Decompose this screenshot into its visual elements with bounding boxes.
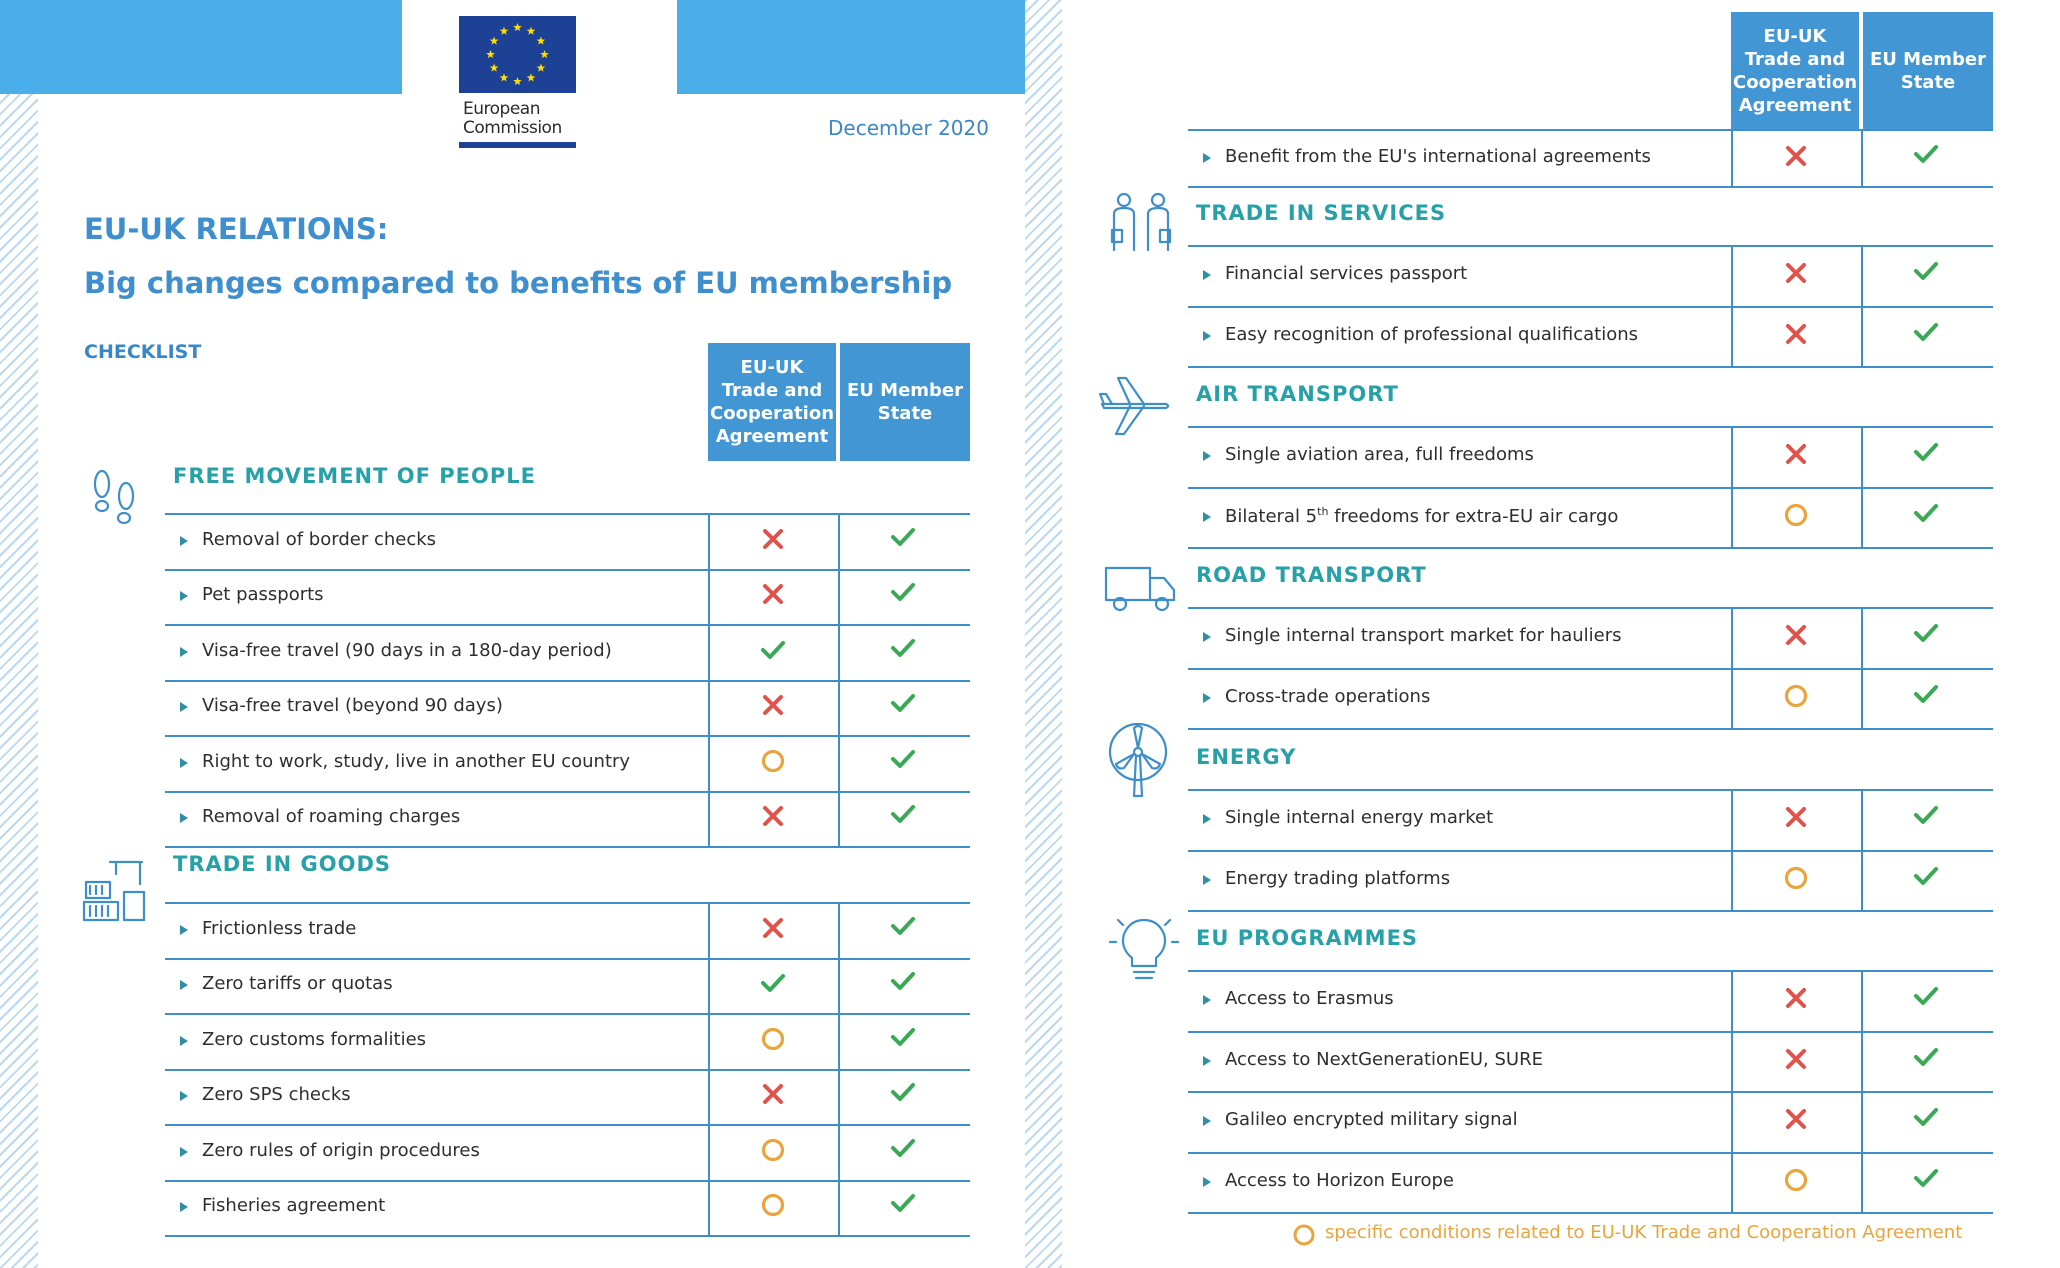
checkmark-icon xyxy=(1911,679,1941,709)
cross-icon xyxy=(758,690,788,720)
cross-icon xyxy=(1781,319,1811,349)
row-label: Zero customs formalities xyxy=(202,1028,427,1050)
row-divider xyxy=(165,791,970,793)
bullet-arrow-icon xyxy=(1203,875,1211,885)
row-divider xyxy=(1188,306,1993,308)
row-divider xyxy=(165,735,970,737)
checkmark-icon xyxy=(888,1188,918,1218)
bullet-arrow-icon xyxy=(1203,270,1211,280)
checkmark-icon xyxy=(758,635,788,665)
checkmark-icon xyxy=(1911,498,1941,528)
row-label: Access to Horizon Europe xyxy=(1225,1169,1454,1191)
row-divider xyxy=(165,624,970,626)
gutter-stripe xyxy=(1025,0,1062,1268)
bullet-arrow-icon xyxy=(1203,331,1211,341)
bullet-arrow-icon xyxy=(1203,632,1211,642)
column-divider xyxy=(1731,129,1733,186)
business-people-icon xyxy=(1104,190,1180,266)
row-label: Single internal transport market for hauliers xyxy=(1225,625,1622,647)
cross-icon xyxy=(758,524,788,554)
cross-icon xyxy=(1781,1104,1811,1134)
eu-flag-icon xyxy=(459,16,576,93)
circle-icon xyxy=(1292,1223,1316,1247)
circle-icon xyxy=(758,1190,788,1220)
row-label: Galileo encrypted military signal xyxy=(1225,1109,1518,1131)
row-divider xyxy=(165,680,970,682)
section-title: ROAD TRANSPORT xyxy=(1196,563,1427,587)
left-page xyxy=(0,0,1025,1268)
section-title: EU PROGRAMMES xyxy=(1196,926,1419,950)
cross-icon xyxy=(1781,983,1811,1013)
column-header-member-state: EU Member State xyxy=(1863,12,1993,129)
row-divider xyxy=(165,1124,970,1126)
bullet-arrow-icon xyxy=(1203,153,1211,163)
row-label: Zero tariffs or quotas xyxy=(202,973,393,995)
circle-icon xyxy=(1781,1165,1811,1195)
row-label: Pet passports xyxy=(202,584,324,606)
checkmark-icon xyxy=(888,1077,918,1107)
cross-icon xyxy=(1781,1044,1811,1074)
column-divider xyxy=(1861,129,1863,186)
shipping-container-crane-icon xyxy=(80,854,156,930)
circle-icon xyxy=(1781,500,1811,530)
row-divider xyxy=(1188,1031,1993,1033)
bullet-arrow-icon xyxy=(180,980,188,990)
row-divider xyxy=(1188,728,1993,730)
bullet-arrow-icon xyxy=(1203,995,1211,1005)
bullet-arrow-icon xyxy=(180,758,188,768)
row-label: Frictionless trade xyxy=(202,917,357,939)
section-title: AIR TRANSPORT xyxy=(1196,382,1399,406)
circle-icon xyxy=(758,746,788,776)
table-divider xyxy=(165,902,970,904)
footprints-icon xyxy=(84,466,160,542)
checkmark-icon xyxy=(1911,981,1941,1011)
row-label: Single internal energy market xyxy=(1225,807,1494,829)
checkmark-icon xyxy=(1911,437,1941,467)
bullet-arrow-icon xyxy=(1203,451,1211,461)
checkmark-icon xyxy=(1911,800,1941,830)
checkmark-icon xyxy=(1911,317,1941,347)
row-divider xyxy=(1188,1152,1993,1154)
column-header-agreement: EU-UK Trade and Cooperation Agreement xyxy=(1731,12,1859,129)
column-header-agreement: EU-UK Trade and Cooperation Agreement xyxy=(708,343,836,461)
table-divider xyxy=(1188,245,1993,247)
cross-icon xyxy=(1781,141,1811,171)
row-label: Cross-trade operations xyxy=(1225,685,1431,707)
checkmark-icon xyxy=(888,633,918,663)
row-divider xyxy=(165,1013,970,1015)
row-divider xyxy=(1188,186,1993,188)
row-label: Access to Erasmus xyxy=(1225,988,1394,1010)
row-label: Fisheries agreement xyxy=(202,1195,386,1217)
circle-icon xyxy=(1781,681,1811,711)
section-title: TRADE IN GOODS xyxy=(173,852,392,876)
row-divider xyxy=(1188,547,1993,549)
checkmark-icon xyxy=(1911,256,1941,286)
bullet-arrow-icon xyxy=(1203,1056,1211,1066)
checkmark-icon xyxy=(888,744,918,774)
bullet-arrow-icon xyxy=(1203,512,1211,522)
table-divider xyxy=(1188,129,1993,131)
logo-text-line2: Commission xyxy=(463,118,562,138)
row-label: Access to NextGenerationEU, SURE xyxy=(1225,1048,1543,1070)
row-divider xyxy=(1188,910,1993,912)
bullet-arrow-icon xyxy=(180,591,188,601)
checkmark-icon xyxy=(1911,1102,1941,1132)
section-title: ENERGY xyxy=(1196,745,1297,769)
row-divider xyxy=(165,1069,970,1071)
row-label: Benefit from the EU's international agreements xyxy=(1225,145,1651,167)
row-label: Bilateral 5th freedoms for extra-EU air cargo xyxy=(1225,504,1619,527)
table-divider xyxy=(1188,970,1993,972)
cross-icon xyxy=(1781,439,1811,469)
row-label: Removal of roaming charges xyxy=(202,806,461,828)
row-label: Right to work, study, live in another EU country xyxy=(202,750,631,772)
bullet-arrow-icon xyxy=(180,702,188,712)
section-title: FREE MOVEMENT OF PEOPLE xyxy=(173,464,536,488)
checkmark-icon xyxy=(888,577,918,607)
circle-icon xyxy=(758,1135,788,1165)
wind-turbine-icon xyxy=(1100,722,1176,798)
row-label: Removal of border checks xyxy=(202,528,437,550)
bullet-arrow-icon xyxy=(1203,1177,1211,1187)
table-divider xyxy=(1188,789,1993,791)
cross-icon xyxy=(758,1079,788,1109)
checkmark-icon xyxy=(888,688,918,718)
row-label: Financial services passport xyxy=(1225,263,1468,285)
table-divider xyxy=(1188,607,1993,609)
checkmark-icon xyxy=(888,911,918,941)
row-label: Easy recognition of professional qualifications xyxy=(1225,323,1639,345)
bullet-arrow-icon xyxy=(180,536,188,546)
row-divider xyxy=(1188,1212,1993,1214)
table-divider xyxy=(165,513,970,515)
bullet-arrow-icon xyxy=(180,925,188,935)
bullet-arrow-icon xyxy=(1203,693,1211,703)
page-title: EU-UK RELATIONS: xyxy=(84,212,389,246)
row-label: Single aviation area, full freedoms xyxy=(1225,444,1534,466)
row-divider xyxy=(165,1180,970,1182)
lightbulb-icon xyxy=(1106,912,1182,988)
checkmark-icon xyxy=(888,522,918,552)
bullet-arrow-icon xyxy=(180,1036,188,1046)
left-stripe-border xyxy=(0,0,38,1268)
checkmark-icon xyxy=(888,1133,918,1163)
page-subtitle: Big changes compared to benefits of EU membership xyxy=(84,266,953,300)
cross-icon xyxy=(758,579,788,609)
table-divider xyxy=(1188,426,1993,428)
checkmark-icon xyxy=(1911,1042,1941,1072)
checkmark-icon xyxy=(758,968,788,998)
airplane-icon xyxy=(1096,368,1172,444)
truck-icon xyxy=(1102,554,1178,630)
row-divider xyxy=(165,958,970,960)
cross-icon xyxy=(1781,258,1811,288)
checkmark-icon xyxy=(888,799,918,829)
checkmark-icon xyxy=(888,966,918,996)
row-divider xyxy=(165,846,970,848)
cross-icon xyxy=(758,801,788,831)
circle-icon xyxy=(758,1024,788,1054)
row-divider xyxy=(1188,850,1993,852)
row-label: Energy trading platforms xyxy=(1225,867,1451,889)
bullet-arrow-icon xyxy=(180,1091,188,1101)
cross-icon xyxy=(1781,802,1811,832)
cross-icon xyxy=(758,913,788,943)
row-divider xyxy=(1188,668,1993,670)
row-divider xyxy=(1188,366,1993,368)
cross-icon xyxy=(1781,620,1811,650)
row-label: Visa-free travel (90 days in a 180-day period) xyxy=(202,639,612,661)
checkmark-icon xyxy=(888,1022,918,1052)
row-label: Visa-free travel (beyond 90 days) xyxy=(202,695,503,717)
checkmark-icon xyxy=(1911,1163,1941,1193)
logo-text-line1: European xyxy=(463,99,540,119)
header-band-right xyxy=(677,0,1025,94)
row-label: Zero rules of origin procedures xyxy=(202,1139,480,1161)
bullet-arrow-icon xyxy=(1203,1116,1211,1126)
bullet-arrow-icon xyxy=(180,647,188,657)
row-divider xyxy=(1188,1091,1993,1093)
legend-text: specific conditions related to EU-UK Trade and Cooperation Agreement xyxy=(1325,1222,1963,1243)
checkmark-icon xyxy=(1911,139,1941,169)
row-divider xyxy=(165,569,970,571)
row-divider xyxy=(1188,487,1993,489)
checklist-label: CHECKLIST xyxy=(84,341,202,363)
bullet-arrow-icon xyxy=(180,1202,188,1212)
row-label: Zero SPS checks xyxy=(202,1084,351,1106)
publication-date: December 2020 xyxy=(828,116,989,140)
bullet-arrow-icon xyxy=(180,813,188,823)
circle-icon xyxy=(1781,863,1811,893)
column-header-member-state: EU Member State xyxy=(840,343,970,461)
checkmark-icon xyxy=(1911,861,1941,891)
header-band-left xyxy=(0,0,402,94)
section-title: TRADE IN SERVICES xyxy=(1196,201,1447,225)
bullet-arrow-icon xyxy=(180,1147,188,1157)
checkmark-icon xyxy=(1911,618,1941,648)
row-divider xyxy=(165,1235,970,1237)
bullet-arrow-icon xyxy=(1203,814,1211,824)
european-commission-logo xyxy=(459,16,576,150)
